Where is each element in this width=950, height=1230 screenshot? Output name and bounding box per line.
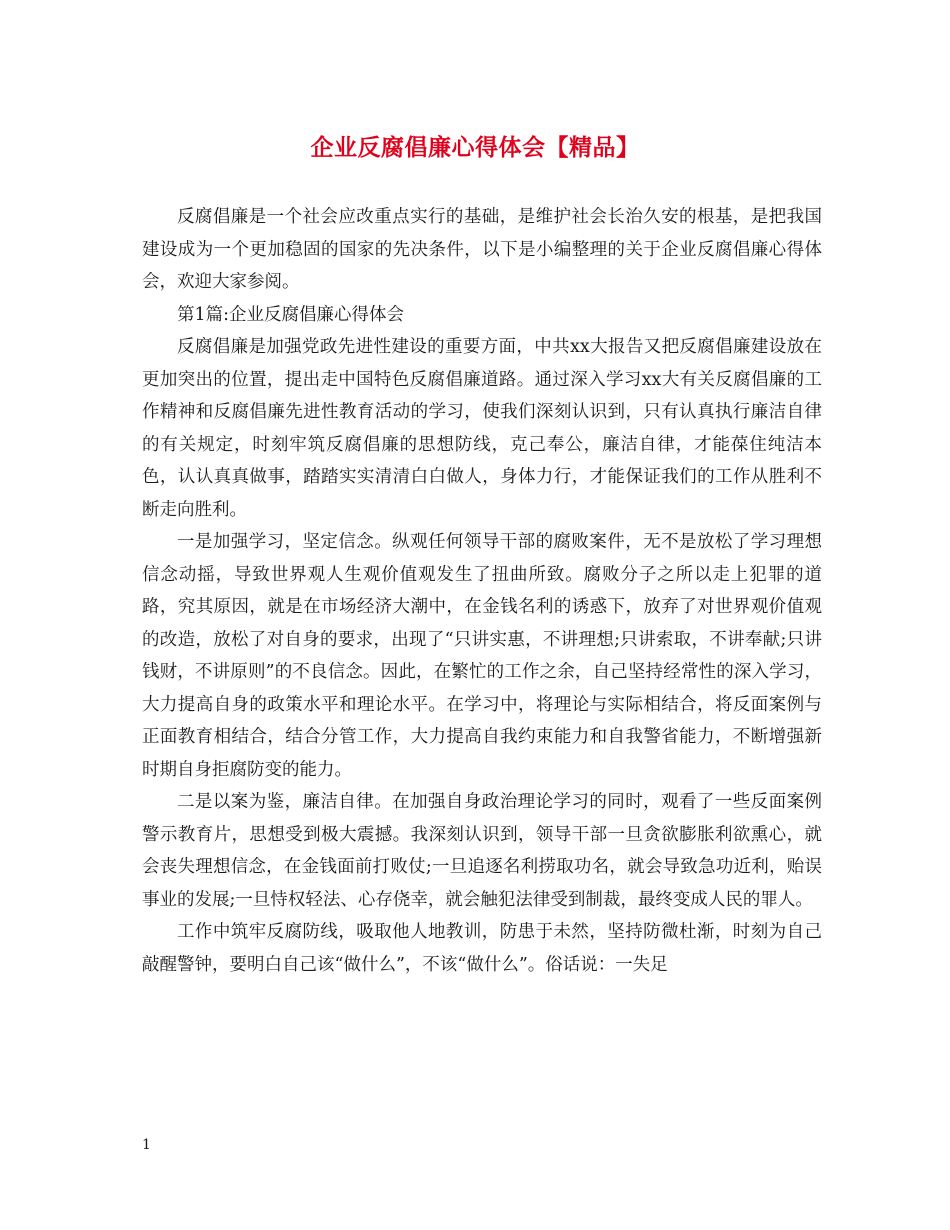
paragraph-body: 反腐倡廉是加强党政先进性建设的重要方面，中共xx大报告又把反腐倡廉建设放在更加突出的位置，提出走中国特色反腐倡廉道路。通过深入学习xx大有关反腐倡廉的工作精神和反腐倡廉先进性教育活动的学习，使我们深刻认识到，只有认真执行廉洁自律的有关规定，时刻牢筑反腐倡廉的思想防线，克己奉公，廉洁自律，才能葆住纯洁本色，认认真真做事，踏踏实实清清白白做人，身体力行，才能保证我们的工作从胜利不断走向胜利。: [142, 337, 822, 520]
document-body: [142, 201, 822, 981]
document-title: 企业反腐倡廉心得体会【精品】: [310, 134, 640, 161]
paragraph-body: 一是加强学习，坚定信念。纵观任何领导干部的腐败案件，无不是放松了学习理想信念动摇，导致世界观人生观价值观发生了扭曲所致。腐败分子之所以走上犯罪的道路，究其原因，就是在市场经济大潮中，在金钱名利的诱惑下，放弃了对世界观价值观的改造，放松了对自身的要求，出现了“只讲实惠，不讲理想;只讲索取，不讲奉献;只讲钱财，不讲原则”的不良信念。因此，在繁忙的工作之余，自己坚持经常性的深入学习，大力提高自身的政策水平和理论水平。在学习中，将理论与实际相结合，将反面案例与正面教育相结合，结合分管工作，大力提高自我约束能力和自我警省能力，不断增强新时期自身拒腐防变的能力。: [142, 532, 822, 780]
page-number: 1: [142, 1137, 151, 1153]
paragraph-body: 二是以案为鉴，廉洁自律。在加强自身政治理论学习的同时，观看了一些反面案例警示教育片，思想受到极大震撼。我深刻认识到，领导干部一旦贪欲膨胀利欲熏心，就会丧失理想信念，在金钱面前打败仗;一旦追逐名利捞取功名，就会导致急功近利，贻误事业的发展;一旦恃权轻法、心存侥幸，就会触犯法律受到制裁，最终变成人民的罪人。: [142, 792, 822, 910]
paragraph-intro: 反腐倡廉是一个社会应改重点实行的基础，是维护社会长治久安的根基，是把我国建设成为一个更加稳固的国家的先决条件，以下是小编整理的关于企业反腐倡廉心得体会，欢迎大家参阅。: [142, 207, 822, 292]
paragraph-body: 工作中筑牢反腐防线，吸取他人地教训，防患于未然，坚持防微杜渐，时刻为自己敲醒警钟，要明白自己该“做什么”，不该“做什么”。俗话说：一失足: [142, 922, 822, 975]
section-heading: 第1篇:企业反腐倡廉心得体会: [177, 304, 405, 325]
